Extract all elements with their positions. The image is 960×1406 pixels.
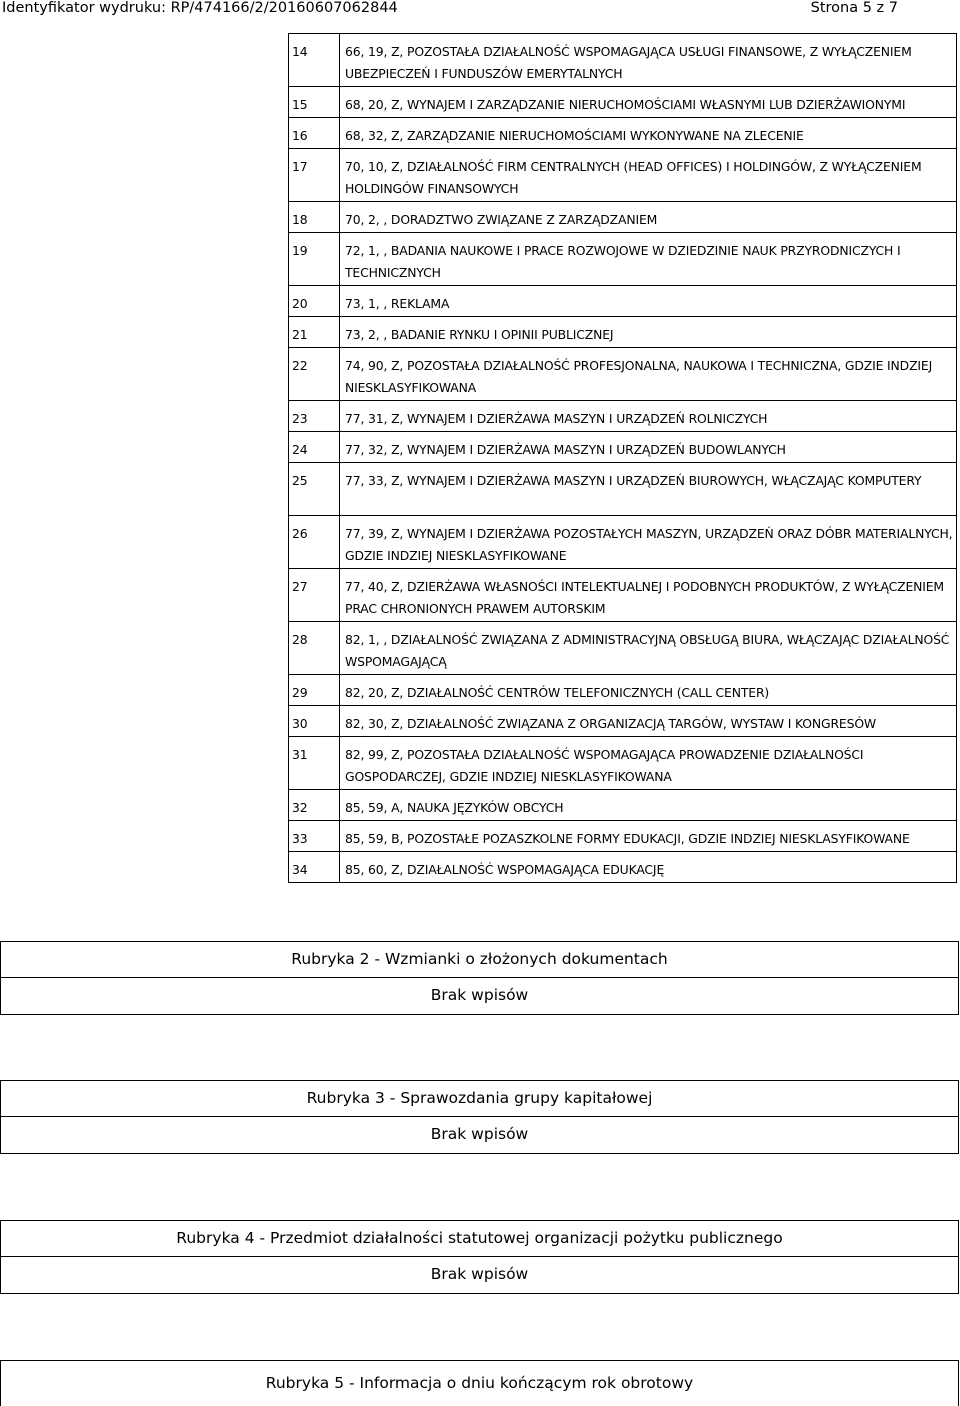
table-row	[289, 286, 957, 317]
row-number: 31	[289, 737, 340, 790]
row-description: 82, 99, Z, POZOSTAŁA DZIAŁALNOŚĆ WSPOMAGAJĄCA PROWADZENIE DZIAŁALNOŚCI GOSPODARCZEJ, GDZIE INDZIEJ NIESKLASYFIKOWANA	[340, 737, 957, 790]
rubryka-2-section	[0, 941, 959, 1015]
page-header	[0, 0, 960, 16]
table-row	[289, 202, 957, 233]
row-description: 85, 60, Z, DZIAŁALNOŚĆ WSPOMAGAJĄCA EDUKACJĘ	[340, 852, 957, 883]
row-description: 85, 59, B, POZOSTAŁE POZASZKOLNE FORMY EDUKACJI, GDZIE INDZIEJ NIESKLASYFIKOWANE	[340, 821, 957, 852]
table-row	[289, 149, 957, 202]
table-row	[289, 463, 957, 516]
row-description: 77, 32, Z, WYNAJEM I DZIERŻAWA MASZYN I URZĄDZEŃ BUDOWLANYCH	[340, 432, 957, 463]
row-number: 28	[289, 622, 340, 675]
table-row	[289, 737, 957, 790]
row-number: 19	[289, 233, 340, 286]
row-description: 82, 30, Z, DZIAŁALNOŚĆ ZWIĄZANA Z ORGANIZACJĄ TARGÓW, WYSTAW I KONGRESÓW	[340, 706, 957, 737]
table-row	[289, 675, 957, 706]
rubryka-3-section	[0, 1080, 959, 1154]
row-number: 27	[289, 569, 340, 622]
row-description: 70, 2, , DORADZTWO ZWIĄZANE Z ZARZĄDZANIEM	[340, 202, 957, 233]
rubryka-3-body: Brak wpisów	[430, 1125, 529, 1143]
rubryka-4-body: Brak wpisów	[430, 1265, 529, 1283]
row-number: 24	[289, 432, 340, 463]
table-row	[289, 348, 957, 401]
row-description: 70, 10, Z, DZIAŁALNOŚĆ FIRM CENTRALNYCH (HEAD OFFICES) I HOLDINGÓW, Z WYŁĄCZENIEM HOLDINGÓW FINANSOWYCH	[340, 149, 957, 202]
row-number: 29	[289, 675, 340, 706]
table-row	[289, 118, 957, 149]
table-row	[289, 706, 957, 737]
row-number: 17	[289, 149, 340, 202]
table-row	[289, 34, 957, 87]
rubryka-2-body: Brak wpisów	[430, 986, 529, 1004]
page-number: Strona 5 z 7	[810, 0, 898, 16]
row-description: 77, 40, Z, DZIERŻAWA WŁASNOŚCI INTELEKTUALNEJ I PODOBNYCH PRODUKTÓW, Z WYŁĄCZENIEM PRAC CHRONIONYCH PRAWEM AUTORSKIM	[340, 569, 957, 622]
row-description: 74, 90, Z, POZOSTAŁA DZIAŁALNOŚĆ PROFESJONALNA, NAUKOWA I TECHNICZNA, GDZIE INDZIEJ NIESKLASYFIKOWANA	[340, 348, 957, 401]
row-description: 77, 31, Z, WYNAJEM I DZIERŻAWA MASZYN I URZĄDZEŃ ROLNICZYCH	[340, 401, 957, 432]
row-description: 68, 32, Z, ZARZĄDZANIE NIERUCHOMOŚCIAMI WYKONYWANE NA ZLECENIE	[340, 118, 957, 149]
row-description: 77, 39, Z, WYNAJEM I DZIERŻAWA POZOSTAŁYCH MASZYN, URZĄDZEŃ ORAZ DÓBR MATERIALNYCH, GDZIE INDZIEJ NIESKLASYFIKOWANE	[340, 516, 957, 569]
table-row	[289, 432, 957, 463]
row-number: 16	[289, 118, 340, 149]
row-description: 85, 59, A, NAUKA JĘZYKÓW OBCYCH	[340, 790, 957, 821]
table-row	[289, 401, 957, 432]
table-row	[289, 852, 957, 883]
row-number: 15	[289, 87, 340, 118]
rubryka-4-title: Rubryka 4 - Przedmiot działalności statutowej organizacji pożytku publicznego	[1, 1221, 958, 1257]
table-row	[289, 516, 957, 569]
table-row	[289, 790, 957, 821]
row-number: 23	[289, 401, 340, 432]
row-description: 72, 1, , BADANIA NAUKOWE I PRACE ROZWOJOWE W DZIEDZINIE NAUK PRZYRODNICZYCH I TECHNICZNYCH	[340, 233, 957, 286]
table-row	[289, 622, 957, 675]
table-row	[289, 821, 957, 852]
row-number: 26	[289, 516, 340, 569]
row-description: 77, 33, Z, WYNAJEM I DZIERŻAWA MASZYN I URZĄDZEŃ BIUROWYCH, WŁĄCZAJĄC KOMPUTERY	[340, 463, 957, 516]
table-row	[289, 87, 957, 118]
row-number: 30	[289, 706, 340, 737]
row-number: 34	[289, 852, 340, 883]
row-number: 18	[289, 202, 340, 233]
rubryka-5-section	[0, 1360, 959, 1406]
row-number: 25	[289, 463, 340, 516]
rubryka-2-title: Rubryka 2 - Wzmianki o złożonych dokumentach	[1, 942, 958, 978]
row-description: 82, 20, Z, DZIAŁALNOŚĆ CENTRÓW TELEFONICZNYCH (CALL CENTER)	[340, 675, 957, 706]
row-number: 22	[289, 348, 340, 401]
print-identifier: Identyfikator wydruku: RP/474166/2/20160607062844	[2, 0, 398, 16]
table-row	[289, 317, 957, 348]
table-row	[289, 569, 957, 622]
row-number: 20	[289, 286, 340, 317]
rubryka-4-section	[0, 1220, 959, 1294]
row-number: 32	[289, 790, 340, 821]
row-description: 73, 2, , BADANIE RYNKU I OPINII PUBLICZNEJ	[340, 317, 957, 348]
table-row	[289, 233, 957, 286]
row-description: 66, 19, Z, POZOSTAŁA DZIAŁALNOŚĆ WSPOMAGAJĄCA USŁUGI FINANSOWE, Z WYŁĄCZENIEM UBEZPIECZEŃ I FUNDUSZÓW EMERYTALNYCH	[340, 34, 957, 87]
row-number: 14	[289, 34, 340, 87]
pkd-table	[288, 33, 957, 883]
row-description: 73, 1, , REKLAMA	[340, 286, 957, 317]
row-description: 68, 20, Z, WYNAJEM I ZARZĄDZANIE NIERUCHOMOŚCIAMI WŁASNYMI LUB DZIERŻAWIONYMI	[340, 87, 957, 118]
row-description: 82, 1, , DZIAŁALNOŚĆ ZWIĄZANA Z ADMINISTRACYJNĄ OBSŁUGĄ BIURA, WŁĄCZAJĄC DZIAŁALNOŚĆ WSPOMAGAJĄCĄ	[340, 622, 957, 675]
rubryka-3-title: Rubryka 3 - Sprawozdania grupy kapitałowej	[1, 1081, 958, 1117]
rubryka-5-title: Rubryka 5 - Informacja o dniu kończącym rok obrotowy	[265, 1374, 694, 1392]
row-number: 33	[289, 821, 340, 852]
row-number: 21	[289, 317, 340, 348]
